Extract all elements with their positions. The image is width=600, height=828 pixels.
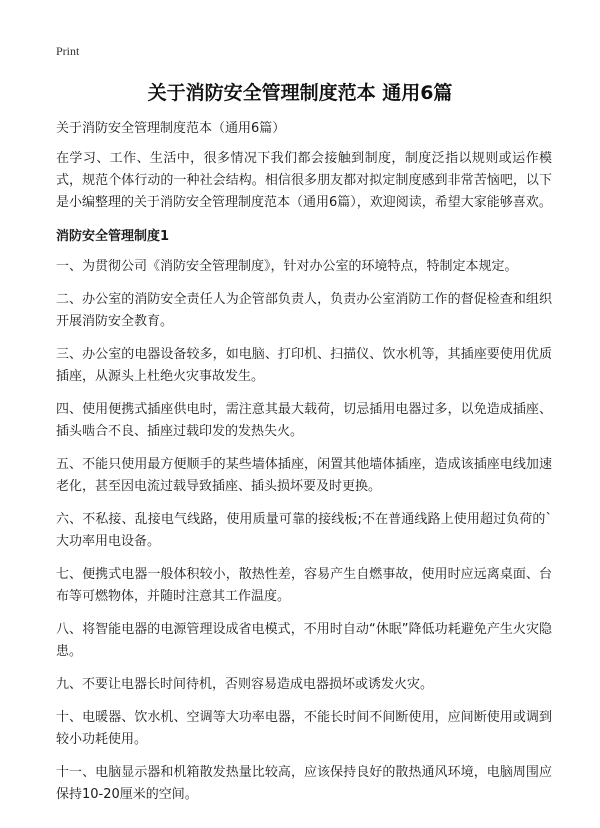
regulation-item: 十、电暖器、饮水机、空调等大功率电器，不能长时间不间断使用，应间断使用或调到较小功耗使用。 xyxy=(56,710,552,747)
regulation-item: 六、不私接、乱接电气线路，使用质量可靠的接线板;不在普通线路上使用超过负荷的`大功率用电设备。 xyxy=(56,512,552,549)
regulation-item: 二、办公室的消防安全责任人为企管部负责人，负责办公室消防工作的督促检查和组织开展消防安全教育。 xyxy=(56,292,552,329)
regulation-item: 五、不能只使用最方便顺手的某些墙体插座，闲置其他墙体插座，造成该插座电线加速老化，甚至因电流过载导致插座、插头损坏要及时更换。 xyxy=(56,457,552,494)
regulation-item: 九、不要让电器长时间待机，否则容易造成电器损坏或诱发火灾。 xyxy=(56,677,434,692)
section-heading: 消防安全管理制度1 xyxy=(56,229,170,244)
regulation-list xyxy=(56,256,552,806)
regulation-item: 四、使用便携式插座供电时，需注意其最大载荷，切忌插用电器过多，以免造成插座、插头啮合不良、插座过载印发的发热失火。 xyxy=(56,402,552,439)
regulation-item: 一、为贯彻公司《消防安全管理制度》，针对办公室的环境特点，特制定本规定。 xyxy=(56,259,518,274)
document-body xyxy=(56,118,552,817)
intro-paragraph: 在学习、工作、生活中，很多情况下我们都会接触到制度，制度泛指以规则或运作模式，规范个体行动的一种社会结构。相信很多朋友都对拟定制度感到非常苦恼吧，以下是小编整理的关于消防安全管理制度范本（通用6篇），欢迎阅读，希望大家能够喜欢。 xyxy=(56,151,552,210)
regulation-item: 三、办公室的电器设备较多，如电脑、打印机、扫描仪、饮水机等，其插座要使用优质插座，从源头上杜绝火灾事故发生。 xyxy=(56,347,552,384)
regulation-item: 七、便携式电器一般体积较小，散热性差，容易产生自燃事故，使用时应远离桌面、台布等可燃物体，并随时注意其工作温度。 xyxy=(56,567,552,604)
page-title: 关于消防安全管理制度范本 通用6篇 xyxy=(147,82,453,104)
print-label: Print xyxy=(56,44,80,58)
regulation-item: 十一、电脑显示器和机箱散发热量比较高，应该保持良好的散热通风环境，电脑周围应保持10-20厘米的空间。 xyxy=(56,765,552,802)
regulation-item: 八、将智能电器的电源管理设成省电模式，不用时自动“休眠”降低功耗避免产生火灾隐患。 xyxy=(56,622,552,659)
document-subtitle: 关于消防安全管理制度范本（通用6篇） xyxy=(56,121,286,136)
